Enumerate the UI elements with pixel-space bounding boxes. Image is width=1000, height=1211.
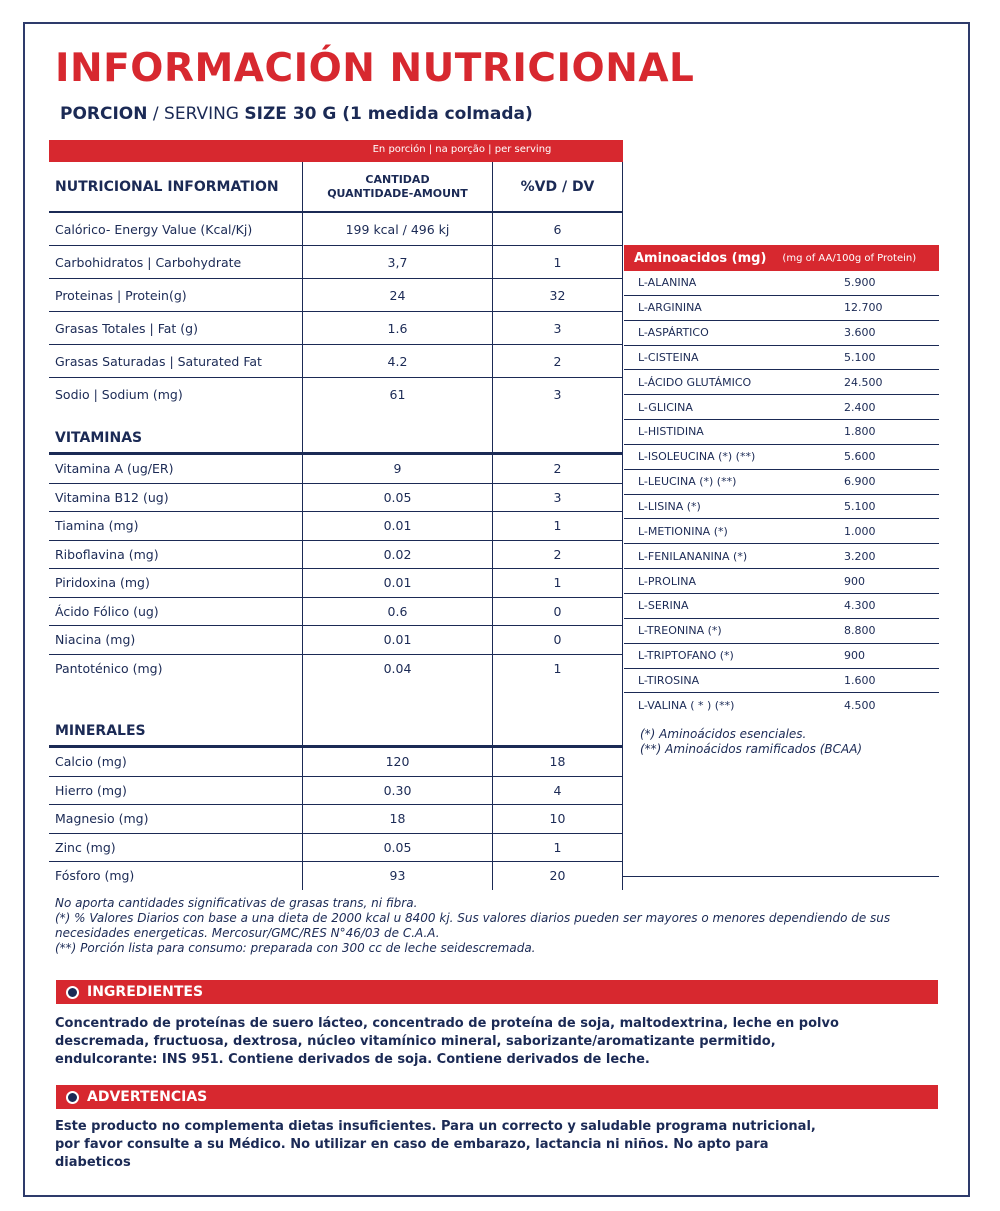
amino-name: L-ALANINA bbox=[638, 276, 697, 290]
nutrient-name: Grasas Totales | Fat (g) bbox=[55, 320, 198, 336]
nutrient-amount: 0.01 bbox=[302, 512, 492, 540]
minerals-section bbox=[49, 682, 623, 748]
nutrient-dv: 32 bbox=[492, 279, 623, 311]
amino-row bbox=[624, 693, 939, 718]
amino-name: L-CISTEINA bbox=[638, 350, 699, 364]
amino-note-essential: (*) Aminoácidos esenciales. bbox=[640, 727, 807, 741]
bullet-icon bbox=[66, 1091, 79, 1104]
per-serving-label: En porción | na porção | per serving bbox=[372, 144, 552, 155]
amino-value: 1.800 bbox=[844, 425, 876, 439]
size-label: SIZE 30 G (1 medida colmada) bbox=[244, 104, 533, 124]
amino-bottom-rule bbox=[623, 876, 939, 877]
nutrient-dv: 1 bbox=[492, 512, 623, 540]
amino-value: 3.600 bbox=[844, 326, 876, 340]
nutrient-amount: 120 bbox=[302, 748, 492, 776]
nutrient-name: Proteinas | Protein(g) bbox=[55, 287, 187, 303]
amino-value: 12.700 bbox=[844, 301, 883, 315]
slash: / bbox=[147, 104, 165, 124]
table-row bbox=[49, 862, 623, 890]
warnings-text: Este producto no complementa dietas insuficientes. Para un correcto y saludable programa nutricional, por favor consulte a su Médico. No utilizar en caso de embarazo, lactancia ni niños. No apto para diabeticos bbox=[55, 1119, 816, 1170]
nutrient-name: Carbohidratos | Carbohydrate bbox=[55, 254, 242, 270]
amino-row bbox=[624, 569, 939, 594]
nutrient-amount: 93 bbox=[302, 862, 492, 890]
nutrient-name: Ácido Fólico (ug) bbox=[55, 603, 159, 619]
amino-table bbox=[624, 245, 939, 718]
amino-row bbox=[624, 619, 939, 644]
nutrient-dv: 1 bbox=[492, 834, 623, 862]
amino-row bbox=[624, 495, 939, 520]
footnote-trans-fat: No aporta cantidades significativas de grasas trans, ni fibra. bbox=[55, 896, 418, 910]
nutrient-amount: 3,7 bbox=[302, 246, 492, 278]
nutrition-table bbox=[49, 140, 623, 890]
footnote-portion: (**) Porción lista para consumo: preparada con 300 cc de leche seidescremada. bbox=[55, 941, 536, 955]
nutrient-name: Vitamina A (ug/ER) bbox=[55, 461, 174, 477]
nutrient-dv: 6 bbox=[492, 213, 623, 245]
table-row bbox=[49, 805, 623, 834]
amino-name: L-FENILANANINA (*) bbox=[638, 549, 748, 563]
nutrient-name: Hierro (mg) bbox=[55, 782, 127, 798]
nutrient-amount: 0.04 bbox=[302, 655, 492, 683]
table-row bbox=[49, 569, 623, 598]
amino-name: L-GLICINA bbox=[638, 400, 693, 414]
ingredients-text: Concentrado de proteínas de suero lácteo, concentrado de proteína de soja, maltodextrina, leche en polvo descremada, fructuosa, dextrosa, núcleo vitamínico mineral, saborizante/aromatizante permitido, endulcorante: INS 951. Contiene derivados de soja. Contiene derivados de leche. bbox=[55, 1016, 839, 1067]
ingredients-title: INGREDIENTES bbox=[87, 984, 204, 1000]
ingredients-bar bbox=[56, 980, 938, 1004]
table-row bbox=[49, 748, 623, 777]
nutrient-amount: 18 bbox=[302, 805, 492, 833]
nutrient-amount: 24 bbox=[302, 279, 492, 311]
table-row bbox=[49, 541, 623, 570]
nutrient-dv: 4 bbox=[492, 777, 623, 805]
amino-notes bbox=[640, 727, 862, 757]
mineral-rows bbox=[49, 748, 623, 890]
nutrient-name: Niacina (mg) bbox=[55, 632, 136, 648]
per-serving-band bbox=[49, 140, 623, 162]
amino-header bbox=[624, 245, 939, 271]
nutrient-amount: 0.01 bbox=[302, 626, 492, 654]
bullet-icon bbox=[66, 986, 79, 999]
amino-row bbox=[624, 346, 939, 371]
nutrient-dv: 0 bbox=[492, 626, 623, 654]
nutrient-dv: 1 bbox=[492, 246, 623, 278]
nutrient-amount: 0.05 bbox=[302, 484, 492, 512]
amino-value: 5.600 bbox=[844, 450, 876, 464]
amino-value: 2.400 bbox=[844, 400, 876, 414]
amino-value: 5.100 bbox=[844, 500, 876, 514]
amino-name: L-SERINA bbox=[638, 599, 689, 613]
amino-name: L-TIROSINA bbox=[638, 673, 700, 687]
table-row bbox=[49, 834, 623, 863]
amino-row bbox=[624, 296, 939, 321]
nutrient-amount: 4.2 bbox=[302, 345, 492, 377]
amino-value: 6.900 bbox=[844, 475, 876, 489]
amino-rows bbox=[624, 271, 939, 718]
footnote-daily-values: (*) % Valores Diarios con base a una dieta de 2000 kcal u 8400 kj. Sus valores diarios pueden ser mayores o menores dependiendo de sus necesidades energeticas. Mercosur/GMC/RES N°46/03 de C.A.A. bbox=[55, 911, 891, 940]
amino-value: 1.000 bbox=[844, 524, 876, 538]
nutrient-dv: 10 bbox=[492, 805, 623, 833]
amino-value: 5.100 bbox=[844, 350, 876, 364]
amino-name: L-ÁCIDO GLUTÁMICO bbox=[638, 375, 752, 389]
amino-name: L-PROLINA bbox=[638, 574, 696, 588]
vitamins-heading-dv bbox=[492, 410, 623, 452]
amino-name: L-LISINA (*) bbox=[638, 500, 701, 514]
amino-row bbox=[624, 321, 939, 346]
minerals-heading-dv bbox=[492, 682, 623, 745]
nutrient-amount: 0.6 bbox=[302, 598, 492, 626]
nutrient-dv: 1 bbox=[492, 569, 623, 597]
nutrient-dv: 3 bbox=[492, 484, 623, 512]
amino-name: L-ISOLEUCINA (*) (**) bbox=[638, 450, 756, 464]
amino-row bbox=[624, 644, 939, 669]
amino-value: 1.600 bbox=[844, 673, 876, 687]
amino-name: L-HISTIDINA bbox=[638, 425, 704, 439]
amino-row bbox=[624, 519, 939, 544]
nutrient-dv: 2 bbox=[492, 541, 623, 569]
warnings-title: ADVERTENCIAS bbox=[87, 1089, 208, 1105]
header-amount-line2: QUANTIDADE-AMOUNT bbox=[327, 186, 468, 200]
nutrient-name: Fósforo (mg) bbox=[55, 868, 135, 884]
warnings-bar bbox=[56, 1085, 938, 1109]
vitamin-rows bbox=[49, 455, 623, 682]
table-row bbox=[49, 655, 623, 683]
amino-row bbox=[624, 445, 939, 470]
nutrient-dv: 3 bbox=[492, 312, 623, 344]
amino-value: 8.800 bbox=[844, 624, 876, 638]
table-row bbox=[49, 598, 623, 627]
amino-value: 4.500 bbox=[844, 699, 876, 713]
nutrient-dv: 3 bbox=[492, 378, 623, 410]
amino-name: L-ARGININA bbox=[638, 301, 702, 315]
nutrient-amount: 0.02 bbox=[302, 541, 492, 569]
amino-name: L-ASPÁRTICO bbox=[638, 326, 709, 340]
nutrient-amount: 0.05 bbox=[302, 834, 492, 862]
amino-value: 900 bbox=[844, 574, 865, 588]
amino-row bbox=[624, 370, 939, 395]
table-row bbox=[49, 312, 623, 345]
amino-title: Aminoacidos (mg) bbox=[634, 250, 767, 266]
nutrient-name: Grasas Saturadas | Saturated Fat bbox=[55, 353, 262, 369]
vitamins-heading: VITAMINAS bbox=[55, 430, 143, 446]
table-row bbox=[49, 777, 623, 806]
nutrient-amount: 61 bbox=[302, 378, 492, 410]
amino-value: 4.300 bbox=[844, 599, 876, 613]
nutrient-amount: 1.6 bbox=[302, 312, 492, 344]
nutrient-name: Riboflavina (mg) bbox=[55, 546, 159, 562]
nutrient-amount: 0.30 bbox=[302, 777, 492, 805]
header-amount bbox=[302, 162, 492, 211]
header-amount-line1: CANTIDAD bbox=[365, 172, 430, 186]
header-nutrient: NUTRICIONAL INFORMATION bbox=[55, 178, 279, 195]
nutrient-dv: 18 bbox=[492, 748, 623, 776]
nutrient-amount: 0.01 bbox=[302, 569, 492, 597]
table-row bbox=[49, 345, 623, 378]
table-row bbox=[49, 246, 623, 279]
amino-row bbox=[624, 420, 939, 445]
amino-name: L-TREONINA (*) bbox=[638, 624, 722, 638]
nutrient-dv: 20 bbox=[492, 862, 623, 890]
minerals-heading: MINERALES bbox=[55, 723, 146, 739]
amino-row bbox=[624, 271, 939, 296]
amino-row bbox=[624, 544, 939, 569]
amino-subtitle: (mg of AA/100g of Protein) bbox=[782, 252, 917, 264]
amino-name: L-VALINA ( * ) (**) bbox=[638, 699, 735, 713]
amino-row bbox=[624, 470, 939, 495]
nutrient-dv: 1 bbox=[492, 655, 623, 683]
table-header bbox=[49, 162, 623, 213]
nutrient-name: Piridoxina (mg) bbox=[55, 575, 150, 591]
nutrient-name: Tiamina (mg) bbox=[55, 518, 139, 534]
table-row bbox=[49, 484, 623, 513]
amino-name: L-LEUCINA (*) (**) bbox=[638, 475, 737, 489]
nutrient-name: Calórico- Energy Value (Kcal/Kj) bbox=[55, 221, 253, 237]
main-rows bbox=[49, 213, 623, 410]
minerals-heading-amount bbox=[302, 682, 492, 745]
amino-row bbox=[624, 395, 939, 420]
amino-name: L-TRIPTOFANO (*) bbox=[638, 649, 734, 663]
nutrient-dv: 2 bbox=[492, 345, 623, 377]
table-row bbox=[49, 378, 623, 410]
amino-value: 5.900 bbox=[844, 276, 876, 290]
vitamins-heading-amount bbox=[302, 410, 492, 452]
table-row bbox=[49, 626, 623, 655]
table-row bbox=[49, 213, 623, 246]
nutrient-amount: 199 kcal / 496 kj bbox=[302, 213, 492, 245]
porcion-label: PORCION bbox=[60, 104, 148, 124]
amino-row bbox=[624, 669, 939, 694]
nutrient-dv: 2 bbox=[492, 455, 623, 483]
vitamins-section bbox=[49, 410, 623, 455]
serving-size bbox=[60, 104, 533, 124]
amino-name: L-METIONINA (*) bbox=[638, 524, 728, 538]
table-row bbox=[49, 512, 623, 541]
serving-label: SERVING bbox=[164, 104, 245, 124]
nutrient-name: Zinc (mg) bbox=[55, 839, 116, 855]
amino-row bbox=[624, 594, 939, 619]
amino-note-bcaa: (**) Aminoácidos ramificados (BCAA) bbox=[640, 742, 863, 756]
nutrient-name: Magnesio (mg) bbox=[55, 811, 149, 827]
amino-value: 3.200 bbox=[844, 549, 876, 563]
nutrient-name: Vitamina B12 (ug) bbox=[55, 489, 169, 505]
nutrient-dv: 0 bbox=[492, 598, 623, 626]
footnotes bbox=[55, 896, 945, 956]
table-row bbox=[49, 279, 623, 312]
header-dv: %VD / DV bbox=[492, 162, 623, 211]
table-row bbox=[49, 455, 623, 484]
nutrient-name: Pantoténico (mg) bbox=[55, 660, 163, 676]
page-title: INFORMACIÓN NUTRICIONAL bbox=[55, 46, 695, 91]
nutrient-name: Sodio | Sodium (mg) bbox=[55, 386, 183, 402]
nutrient-name: Calcio (mg) bbox=[55, 754, 127, 770]
nutrient-amount: 9 bbox=[302, 455, 492, 483]
amino-value: 24.500 bbox=[844, 375, 883, 389]
amino-value: 900 bbox=[844, 649, 865, 663]
